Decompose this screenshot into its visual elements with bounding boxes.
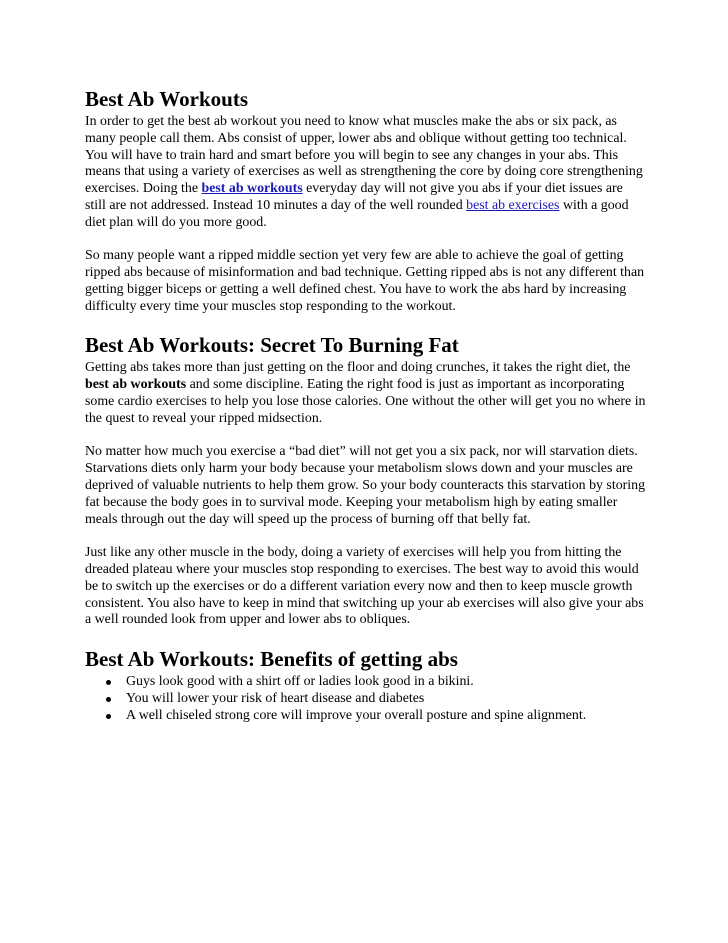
- benefits-list: [85, 674, 646, 724]
- paragraph-text: In order to get the best ab workout you need to know what muscles make the abs or six pack, as many people call them. Abs consist of upper, lower abs and oblique without getting too technical. You will have to train hard and smart before you will begin to see any changes in your abs. This means that using a variety of exercises as well as strengthening the core by doing core strengthening exercises. Doing the: [85, 114, 643, 197]
- list-item-text: You will lower your risk of heart disease and diabetes: [126, 690, 425, 706]
- list-item-text: A well chiseled strong core will improve your overall posture and spine alignment.: [126, 707, 587, 723]
- bullet-icon: [106, 680, 111, 685]
- best-ab-workouts-bold: best ab workouts: [85, 377, 187, 393]
- list-item: [106, 691, 646, 708]
- list-item: [106, 674, 646, 691]
- paragraph-getting-abs: [85, 360, 646, 427]
- list-item-text: Guys look good with a shirt off or ladies look good in a bikini.: [126, 673, 474, 689]
- paragraph-intro: [85, 114, 646, 232]
- heading-secret-burning-fat: Best Ab Workouts: Secret To Burning Fat: [85, 333, 459, 358]
- paragraph-ripped-middle: So many people want a ripped middle section yet very few are able to achieve the goal of getting ripped abs because of misinformation and bad technique. Getting ripped abs is not any different than getting bigger biceps or getting a well defined chest. You have to work the abs hard by increasing difficulty every time your muscles stop responding to the workout.: [85, 248, 645, 314]
- paragraph-text: Getting abs takes more than just getting on the floor and doing crunches, it takes the right diet, the: [85, 360, 631, 376]
- bullet-icon: [106, 714, 111, 719]
- heading-best-ab-workouts: Best Ab Workouts: [85, 87, 248, 111]
- list-item: [106, 708, 646, 725]
- paragraph-text: everyday day will not give you abs if your diet issues are still are not addressed. Instead 10 minutes a day of the well rounded: [85, 181, 623, 213]
- heading-benefits-of-abs: Best Ab Workouts: Benefits of getting abs: [85, 646, 458, 671]
- paragraph-text: and some discipline. Eating the right food is just as important as incorporating some cardio exercises to help you lose those calories. One without the other will get you no where in the quest to reveal your ripped midsection.: [85, 377, 646, 426]
- paragraph-bad-diet: No matter how much you exercise a “bad diet” will not get you a six pack, nor will starvation diets. Starvations diets only harm your body because your metabolism slows down and your muscles are deprived of valuable nutrients to help them grow. So your body counteracts this starvation by storing fat because the body goes in to survival mode. Keeping your metabolism high by eating smaller meals through out the day will speed up the process of burning off that belly fat.: [85, 444, 646, 527]
- bullet-icon: [106, 697, 111, 702]
- best-ab-workouts-link[interactable]: best ab workouts: [201, 181, 303, 197]
- best-ab-exercises-link[interactable]: best ab exercises: [466, 197, 560, 213]
- paragraph-text: with a good diet plan will do you more good.: [85, 197, 629, 230]
- paragraph-variety-exercises: Just like any other muscle in the body, doing a variety of exercises will help you from hitting the dreaded plateau where your muscles stop responding to exercises. The best way to avoid this would be to switch up the exercises or do a different variation every now and then to keep muscle growth consistent. You also have to keep in mind that switching up your ab exercises will also give your abs a well rounded look from upper and lower abs to obliques.: [85, 545, 644, 628]
